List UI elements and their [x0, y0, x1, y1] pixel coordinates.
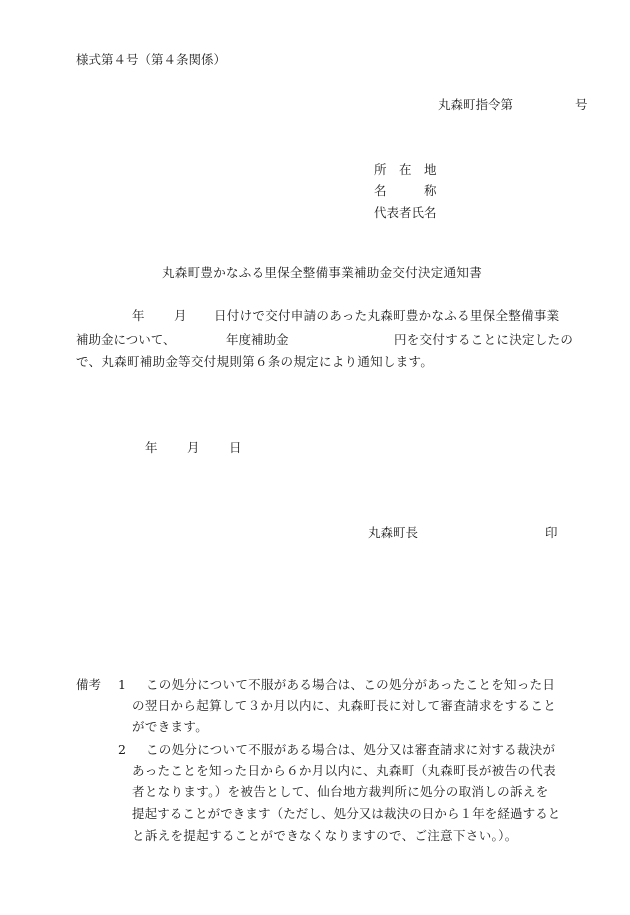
- seal-mark: 印: [545, 525, 558, 540]
- remark-line: あったことを知った日から６か月以内に、丸森町（丸森町長が被告の代表: [132, 763, 556, 778]
- address-label: 所 在 地: [374, 162, 437, 177]
- date-month-unit: 月: [187, 440, 200, 455]
- remark-line: ができます。: [132, 719, 209, 734]
- body-fiscal-year-label: 年度補助金: [226, 332, 289, 347]
- signatory-title: 丸森町長: [368, 525, 419, 540]
- body-year-unit: 年: [132, 308, 145, 323]
- remark-line: 提起することができます（ただし、処分又は裁決の日から１年を経過すると: [132, 806, 561, 821]
- remark-line: 者となります。）を被告として、仙台地方裁判所に処分の取消しの訴えを: [132, 784, 549, 799]
- body-line-2-end: 円を交付することに決定したの: [394, 332, 574, 347]
- remark-line: と訴えを提起することができなくなりますので、ご注意下さい。）。: [132, 828, 518, 843]
- body-line-2-start: 補助金について、: [76, 332, 176, 347]
- document-title: 丸森町豊かなふる里保全整備事業補助金交付決定通知書: [162, 265, 483, 280]
- body-line-1: 日付けで交付申請のあった丸森町豊かなふる里保全整備事業: [214, 308, 560, 323]
- form-label: 様式第４号（第４条関係）: [76, 52, 227, 67]
- remark-number: 2: [118, 742, 126, 757]
- date-day-unit: 日: [229, 440, 242, 455]
- reference-number-suffix: 号: [575, 97, 588, 112]
- date-year-unit: 年: [145, 440, 158, 455]
- remark-line: の翌日から起算して３か月以内に、丸森町長に対して審査請求をすること: [132, 698, 557, 713]
- body-line-3: で、丸森町補助金等交付規則第６条の規定により通知します。: [76, 354, 434, 369]
- name-label: 名 称: [374, 183, 437, 198]
- representative-label: 代表者氏名: [374, 205, 437, 220]
- remark-number: 1: [118, 677, 126, 692]
- remarks-label: 備考: [76, 677, 102, 692]
- reference-number-prefix: 丸森町指令第: [438, 97, 514, 112]
- body-month-unit: 月: [174, 308, 187, 323]
- remark-line: この処分について不服がある場合は、この処分があったことを知った日: [146, 677, 556, 692]
- remark-line: この処分について不服がある場合は、処分又は審査請求に対する裁決が: [146, 742, 556, 757]
